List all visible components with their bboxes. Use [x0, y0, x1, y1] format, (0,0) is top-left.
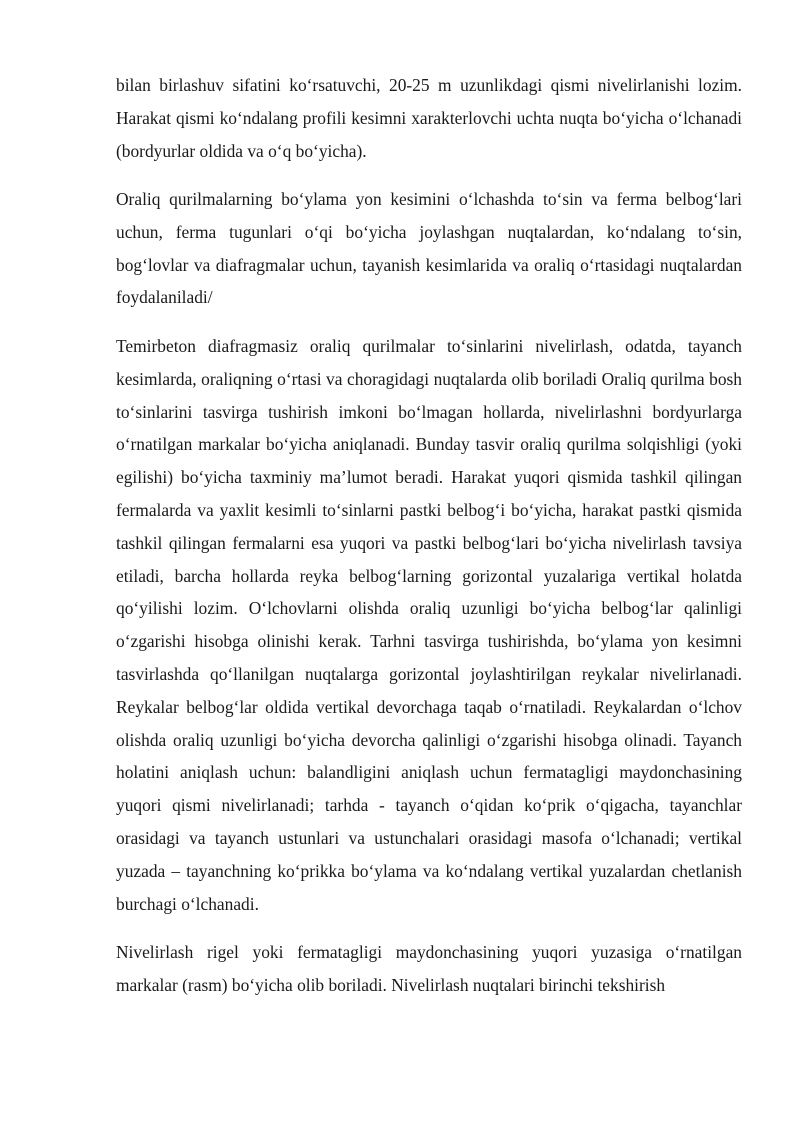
paragraph-3: Temirbeton diafragmasiz oraliq qurilmalar to‘sinlarini nivelirlash, odatda, tayanch kesimlarda, oraliqning o‘rtasi va choragidagi nuqtalarda olib boriladi Oraliq qurilma bosh to‘sinlarini tasvirga tushirish imkoni bo‘lmagan hollarda, nivelirlashni bordyurlarga o‘rnatilgan markalar bo‘yicha aniqlanadi. Bunday tasvir oraliq qurilma solqishligi (yoki egilishi) bo‘yicha taxminiy ma’lumot beradi. Harakat yuqori qismida tashkil qilingan fermalarda va yaxlit kesimli to‘sinlarni pastki belbog‘i bo‘yicha, harakat pastki qismida tashkil qilingan fermalarni esa yuqori va pastki belbog‘lari bo‘yicha nivelirlash tavsiya etiladi, barcha hollarda reyka belbog‘larning gorizontal yuzalariga vertikal holatda qo‘yilishi lozim. O‘lchovlarni olishda oraliq uzunligi bo‘yicha belbog‘lar qalinligi o‘zgarishi hisobga olinishi kerak. Tarhni tasvirga tushirishda, bo‘ylama yon kesimni tasvirlashda qo‘llanilgan nuqtalarga gorizontal joylashtirilgan reykalar nivelirlanadi. Reykalar belbog‘lar oldida vertikal devorchaga taqab o‘rnatiladi. Reykalardan o‘lchov olishda oraliq uzunligi bo‘yicha devorcha qalinligi o‘zgarishi hisobga olinadi. Tayanch holatini aniqlash uchun: balandligini aniqlash uchun fermatagligi maydonchasining yuqori qismi nivelirlanadi; tarhda - tayanch o‘qidan ko‘prik o‘qigacha, tayanchlar orasidagi va tayanch ustunlari va ustunchalari orasidagi masofa o‘lchanadi; vertikal yuzada – tayanchning ko‘prikka bo‘ylama va ko‘ndalang vertikal yuzalardan chetlanish burchagi o‘lchanadi. — [116, 335, 742, 914]
paragraph-2: Oraliq qurilmalarning bo‘ylama yon kesimini o‘lchashda to‘sin va ferma belbog‘lari uchun, ferma tugunlari o‘qi bo‘yicha joylashgan nuqtalardan, ko‘ndalang to‘sin, bog‘lovlar va diafragmalar uchun, tayanish kesimlarida va oraliq o‘rtasidagi nuqtalardan foydalaniladi/ — [116, 189, 742, 308]
paragraph-1: bilan birlashuv sifatini ko‘rsatuvchi, 20-25 m uzunlikdagi qismi nivelirlanishi lozim. Harakat qismi ko‘ndalang profili kesimni xarakterlovchi uchta nuqta bo‘yicha o‘lchanadi (bordyurlar oldida va o‘q bo‘yicha). — [116, 75, 742, 161]
document-body — [116, 69, 742, 1017]
paragraph-4: Nivelirlash rigel yoki fermatagligi maydonchasining yuqori yuzasiga o‘rnatilgan markalar (rasm) bo‘yicha olib boriladi. Nivelirlash nuqtalari birinchi tekshirish — [116, 941, 742, 995]
